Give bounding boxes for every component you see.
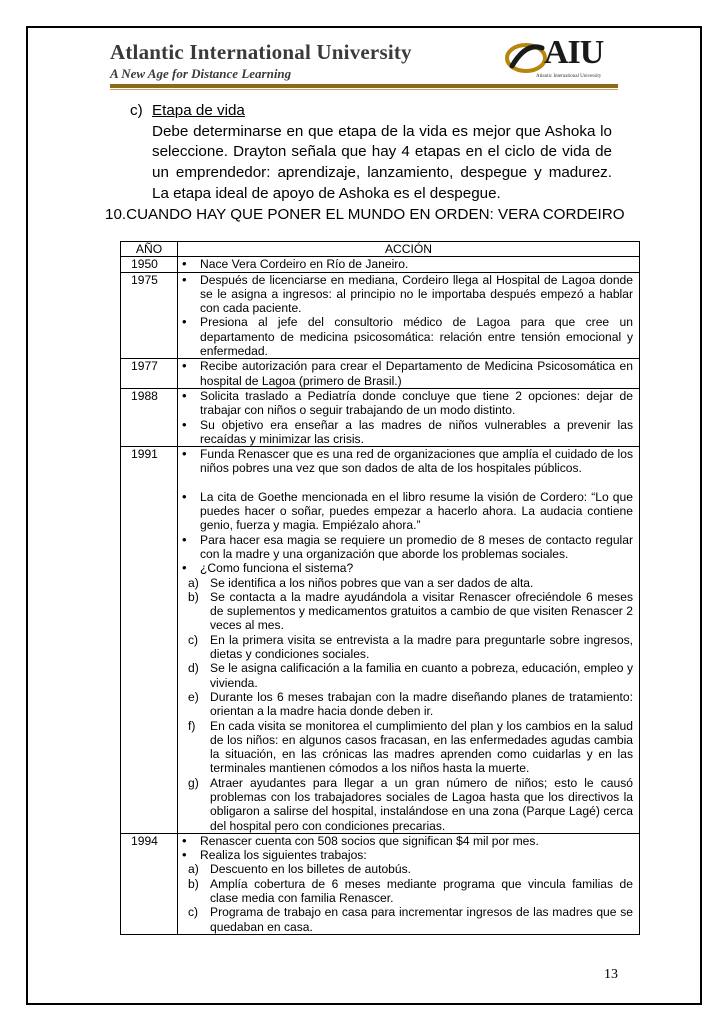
sub-item	[178, 661, 633, 690]
sub-item-marker: b)	[188, 876, 199, 891]
bullet-item: • Nace Vera Cordeiro en Río de Janeiro.	[178, 257, 633, 271]
sub-item-text: Atraer ayudantes para llegar a un gran número de niños; esto le causó problemas con los trabajadores sociales de Lagoa hasta que los directivos la obligaron a salirse del hospital, instalándose en una zona (Parque Lagé) cerca del hospital pero con condiciones precarias.	[210, 775, 633, 833]
header-year: AÑO	[121, 242, 178, 257]
action-cell	[178, 272, 640, 359]
section-heading: 10.CUANDO HAY QUE PONER EL MUNDO EN ORDEN: VERA CORDEIRO	[105, 206, 625, 223]
sub-item	[178, 633, 633, 662]
sub-item	[178, 576, 633, 590]
sub-item-text: En cada visita se monitorea el cumplimiento del plan y los cambios en la salud de los niños: en algunos casos fracasan, en las enfermedades agudas cambia la situación, en las crónicas las madres aprenden como cuidarlas y en las terminales mantienen cómodos a los niños hasta la muerte.	[210, 718, 633, 776]
university-name: Atlantic International University	[110, 40, 412, 64]
sub-item	[178, 862, 633, 876]
page-header	[110, 36, 628, 86]
sub-item-text: Amplía cobertura de 6 meses mediante programa que vincula familias de clase media con familia Renascer.	[210, 876, 633, 906]
year-text: 1977	[131, 359, 158, 374]
page-number: 13	[604, 967, 618, 982]
logo-swoosh-icon	[504, 38, 548, 78]
sub-item-text: En la primera visita se entrevista a la madre para preguntarle sobre ingresos, dietas y condiciones sociales.	[210, 632, 633, 662]
bullet-item: • Su objetivo era enseñar a las madres de niños vulnerables a prevenir las recaídas y minimizar las crisis.	[178, 418, 633, 447]
sub-item-text: Se identifica a los niños pobres que van a ser dados de alta.	[210, 575, 534, 590]
aiu-logo	[504, 36, 628, 82]
spacer	[178, 476, 633, 490]
header-rule-thin	[110, 89, 618, 90]
sub-item-marker: g)	[188, 775, 199, 790]
bullet-item: • Para hacer esa magia se requiere un promedio de 8 meses de contacto regular con la madre y una organización que aborde los problemas sociales.	[178, 533, 633, 562]
university-tagline: A New Age for Distance Learning	[110, 66, 292, 81]
bullet-item: • Realiza los siguientes trabajos:	[178, 848, 633, 862]
table-row	[121, 388, 640, 446]
table-row	[121, 447, 640, 834]
action-cell	[178, 359, 640, 389]
sub-item-marker: f)	[188, 718, 196, 733]
bullet-item: • Recibe autorización para crear el Departamento de Medicina Psicosomática en hospital de Lagoa (primero de Brasil.)	[178, 359, 633, 388]
year-text: 1994	[131, 833, 158, 848]
bullet-item: • Renascer cuenta con 508 socios que significan $4 mil por mes.	[178, 834, 633, 848]
section-title: Etapa de vida	[152, 102, 245, 119]
year-cell	[121, 833, 178, 934]
year-cell	[121, 359, 178, 389]
logo-subtext: Atlantic International University	[536, 74, 602, 79]
sub-item-marker: a)	[188, 575, 199, 590]
sub-item	[178, 590, 633, 633]
sub-item	[178, 690, 633, 719]
table-row	[121, 359, 640, 389]
sub-item	[178, 905, 633, 934]
sub-item	[178, 776, 633, 833]
bullet-item: • La cita de Goethe mencionada en el libro resume la visión de Cordero: “Lo que puedes hacer o soñar, puedes empezar a hacerlo ahora. La audacia contiene genio, fuerza y magia. Empiézalo ahora.”	[178, 490, 633, 533]
sub-item-text: Durante los 6 meses trabajan con la madre diseñando planes de tratamiento: orientan a la madre hacia donde deben ir.	[210, 689, 633, 719]
bullet-item: • ¿Como funciona el sistema?	[178, 561, 633, 575]
table-body	[121, 257, 640, 935]
year-text: 1950	[131, 257, 158, 272]
action-cell	[178, 447, 640, 834]
year-cell	[121, 388, 178, 446]
section-label: c)	[130, 102, 143, 119]
table-row	[121, 272, 640, 359]
sub-item-text: Programa de trabajo en casa para incrementar ingresos de las madres que se quedaban en casa.	[210, 905, 633, 934]
sub-item-text: Se le asigna calificación a la familia en cuanto a pobreza, educación, empleo y vivienda.	[210, 661, 633, 690]
sub-item	[178, 719, 633, 776]
action-cell	[178, 257, 640, 272]
bullet-item: • Funda Renascer que es una red de organizaciones que amplía el cuidado de los niños pobres una vez que son dados de alta de los hospitales públicos.	[178, 447, 633, 476]
bullet-item: • Después de licenciarse en mediana, Cordeiro llega al Hospital de Lagoa donde se le asigna a ingresos: al principio no le importaba después empezó a hablar con cada paciente.	[178, 273, 633, 316]
timeline-table	[120, 241, 640, 935]
year-text: 1975	[131, 272, 158, 287]
sub-item-marker: a)	[188, 862, 199, 877]
year-text: 1991	[131, 447, 158, 462]
year-cell	[121, 257, 178, 272]
sub-item-marker: e)	[188, 689, 199, 704]
header-text	[110, 40, 412, 82]
header-rule	[110, 84, 618, 88]
bullet-item: • Solicita traslado a Pediatría donde concluye que tiene 2 opciones: dejar de trabajar con niños o seguir trabajando de un modo distinto.	[178, 389, 633, 418]
header-action: ACCIÓN	[178, 242, 640, 257]
section-body: Debe determinarse en que etapa de la vida es mejor que Ashoka lo seleccione. Drayton señala que hay 4 etapas en el ciclo de vida de un emprendedor: aprendizaje, lanzamiento, despegue y madurez. La etapa ideal de apoyo de Ashoka es el despegue.	[152, 122, 612, 202]
bullet-item: • Presiona al jefe del consultorio médico de Lagoa para que cree un departamento de medicina psicosomática: relación entre tensión emocional y enfermedad.	[178, 315, 633, 358]
sub-item-marker: b)	[188, 589, 199, 604]
sub-item-marker: c)	[188, 632, 199, 647]
action-cell	[178, 388, 640, 446]
table-row	[121, 257, 640, 272]
table-header-row	[121, 242, 640, 257]
year-text: 1988	[131, 388, 158, 403]
sub-item-marker: d)	[188, 661, 199, 676]
table-row	[121, 833, 640, 934]
sub-item	[178, 877, 633, 906]
action-cell	[178, 833, 640, 934]
year-cell	[121, 447, 178, 834]
year-cell	[121, 272, 178, 359]
sub-item-marker: c)	[188, 905, 199, 920]
sub-item-text: Descuento en los billetes de autobús.	[210, 862, 412, 877]
sub-item-text: Se contacta a la madre ayudándola a visitar Renascer ofreciéndole 6 meses de suplementos y medicamentos gratuitos a cambio de que visiten Renascer 2 veces al mes.	[210, 589, 633, 633]
logo-text: AIU	[544, 34, 604, 71]
